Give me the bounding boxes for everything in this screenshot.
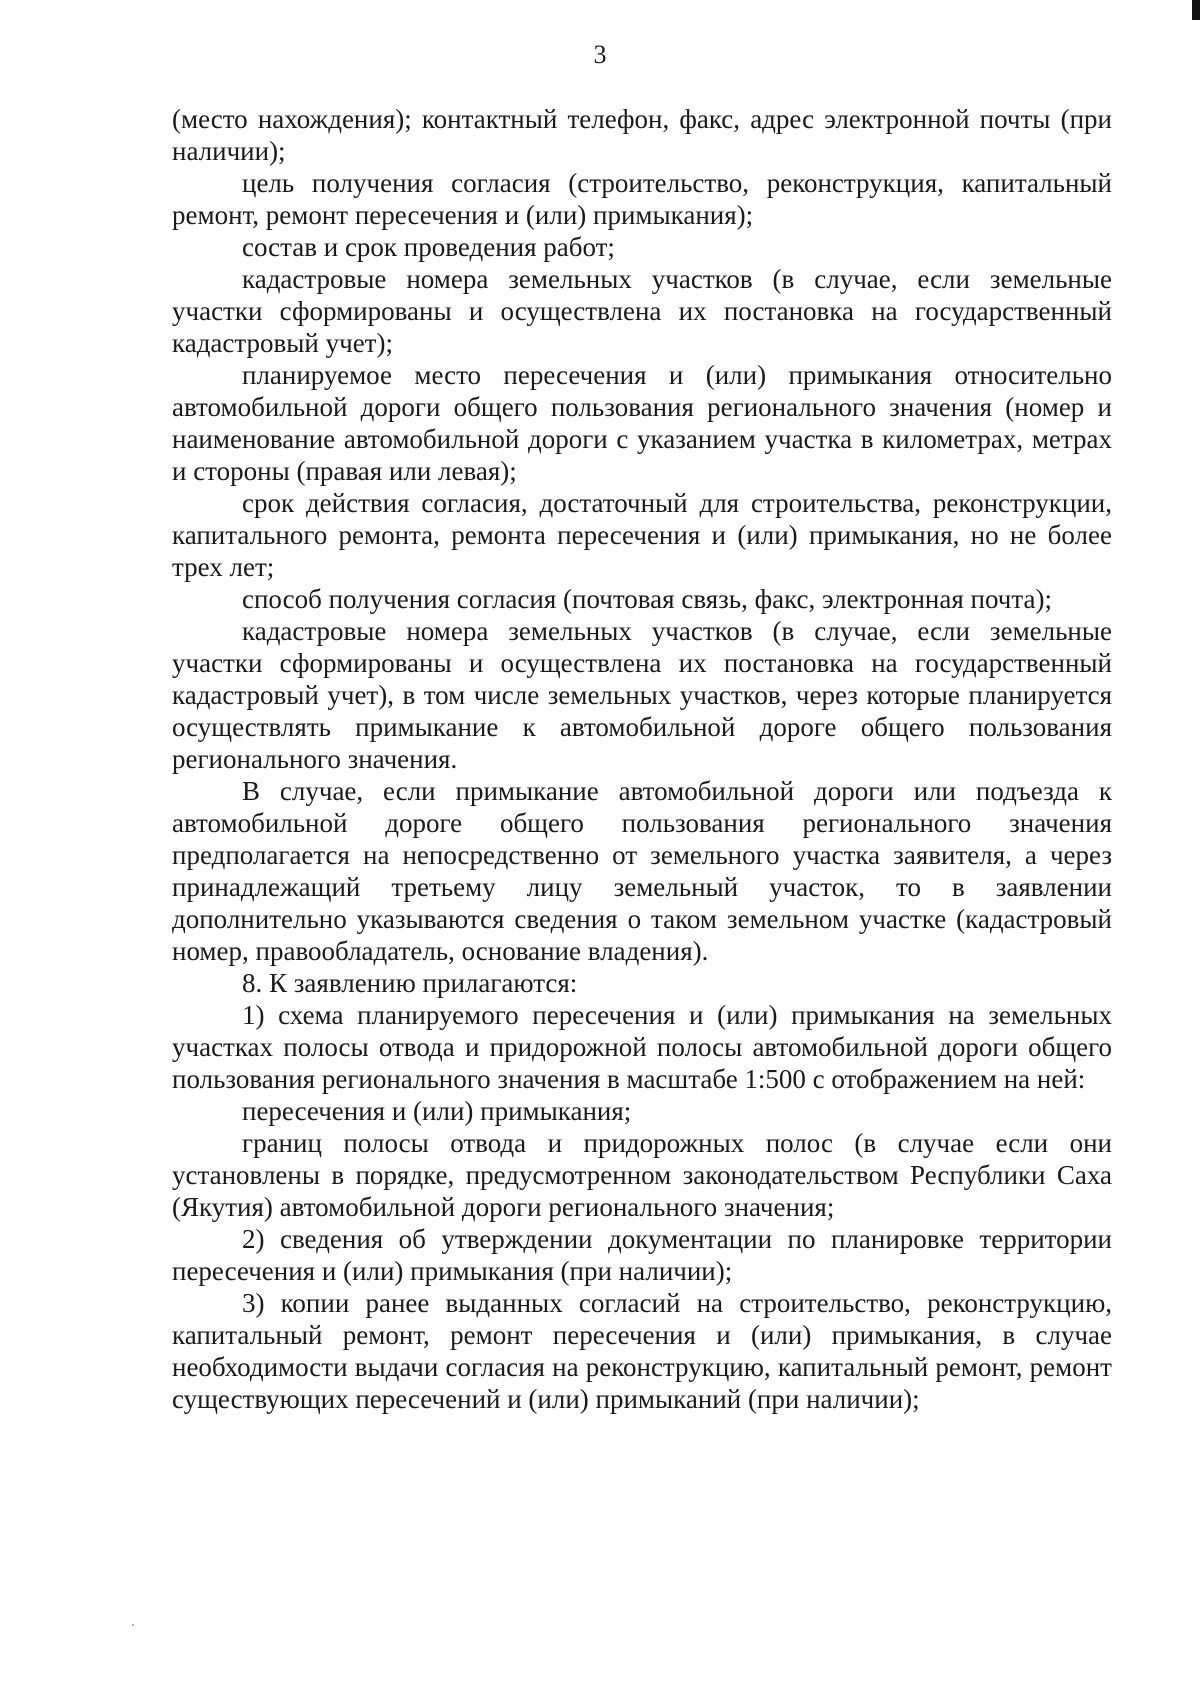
paragraph-scheme-boundaries: границ полосы отвода и придорожных полос (в случае если они установлены в порядке, предусмотренном законодательством Республики Саха (Якутия) автомобильной дороги регионального значения; <box>172 1128 1112 1222</box>
paragraph-third-party-land: В случае, если примыкание автомобильной дороги или подъезда к автомобильной дороге общего пользования регионального значения предполагается на непосредственно от земельного участка заявителя, а через принадлежащий третьему лицу земельный участок, то в заявлении дополнительно указываются сведения о таком земельном участке (кадастровый номер, правообладатель, основание владения). <box>172 776 1112 966</box>
paragraph-delivery-method: способ получения согласия (почтовая связь, факс, электронная почта); <box>242 584 1052 614</box>
paragraph-contact-info: (место нахождения); контактный телефон, факс, адрес электронной почты (при наличии); <box>172 104 1112 166</box>
paragraph-section-8-heading: 8. К заявлению прилагаются: <box>242 968 578 998</box>
paragraph-planned-location: планируемое место пересечения и (или) примыкания относительно автомобильной дороги общего пользования регионального значения (номер и наименование автомобильной дороги с указанием участка в километрах, метрах и стороны (правая или левая); <box>172 360 1112 486</box>
document-body <box>172 103 1112 1415</box>
paragraph-item-3-prior-consents: 3) копии ранее выданных согласий на строительство, реконструкцию, капитальный ремонт, ремонт пересечения и (или) примыкания, в случае необходимости выдачи согласия на реконструкцию, капитальный ремонт, ремонт существующих пересечений и (или) примыканий (при наличии); <box>172 1288 1112 1414</box>
paragraph-consent-term: срок действия согласия, достаточный для строительства, реконструкции, капитального ремонта, ремонта пересечения и (или) примыкания, но не более трех лет; <box>172 488 1112 582</box>
paragraph-consent-purpose: цель получения согласия (строительство, реконструкция, капитальный ремонт, ремонт пересечения и (или) примыкания); <box>172 168 1112 230</box>
page-number: 3 <box>593 40 607 69</box>
paragraph-cadastral-numbers: кадастровые номера земельных участков (в случае, если земельные участки сформированы и осуществлена их постановка на государственный кадастровый учет); <box>172 264 1112 358</box>
paragraph-item-2-planning-docs: 2) сведения об утверждении документации по планировке территории пересечения и (или) примыкания (при наличии); <box>172 1224 1112 1286</box>
paragraph-cadastral-numbers-access: кадастровые номера земельных участков (в случае, если земельные участки сформированы и осуществлена их постановка на государственный кадастровый учет), в том числе земельных участков, через которые планируется осуществлять примыкание к автомобильной дороге общего пользования регионального значения. <box>172 616 1112 774</box>
paragraph-works-scope: состав и срок проведения работ; <box>242 232 615 262</box>
scan-edge-mark <box>1192 0 1200 20</box>
paragraph-scheme-crossings: пересечения и (или) примыкания; <box>242 1096 632 1126</box>
paragraph-item-1-scheme: 1) схема планируемого пересечения и (или) примыкания на земельных участках полосы отвода и придорожной полосы автомобильной дороги общего пользования регионального значения в масштабе 1:500 с отображением на ней: <box>172 1000 1112 1094</box>
scan-speck <box>132 1624 134 1626</box>
